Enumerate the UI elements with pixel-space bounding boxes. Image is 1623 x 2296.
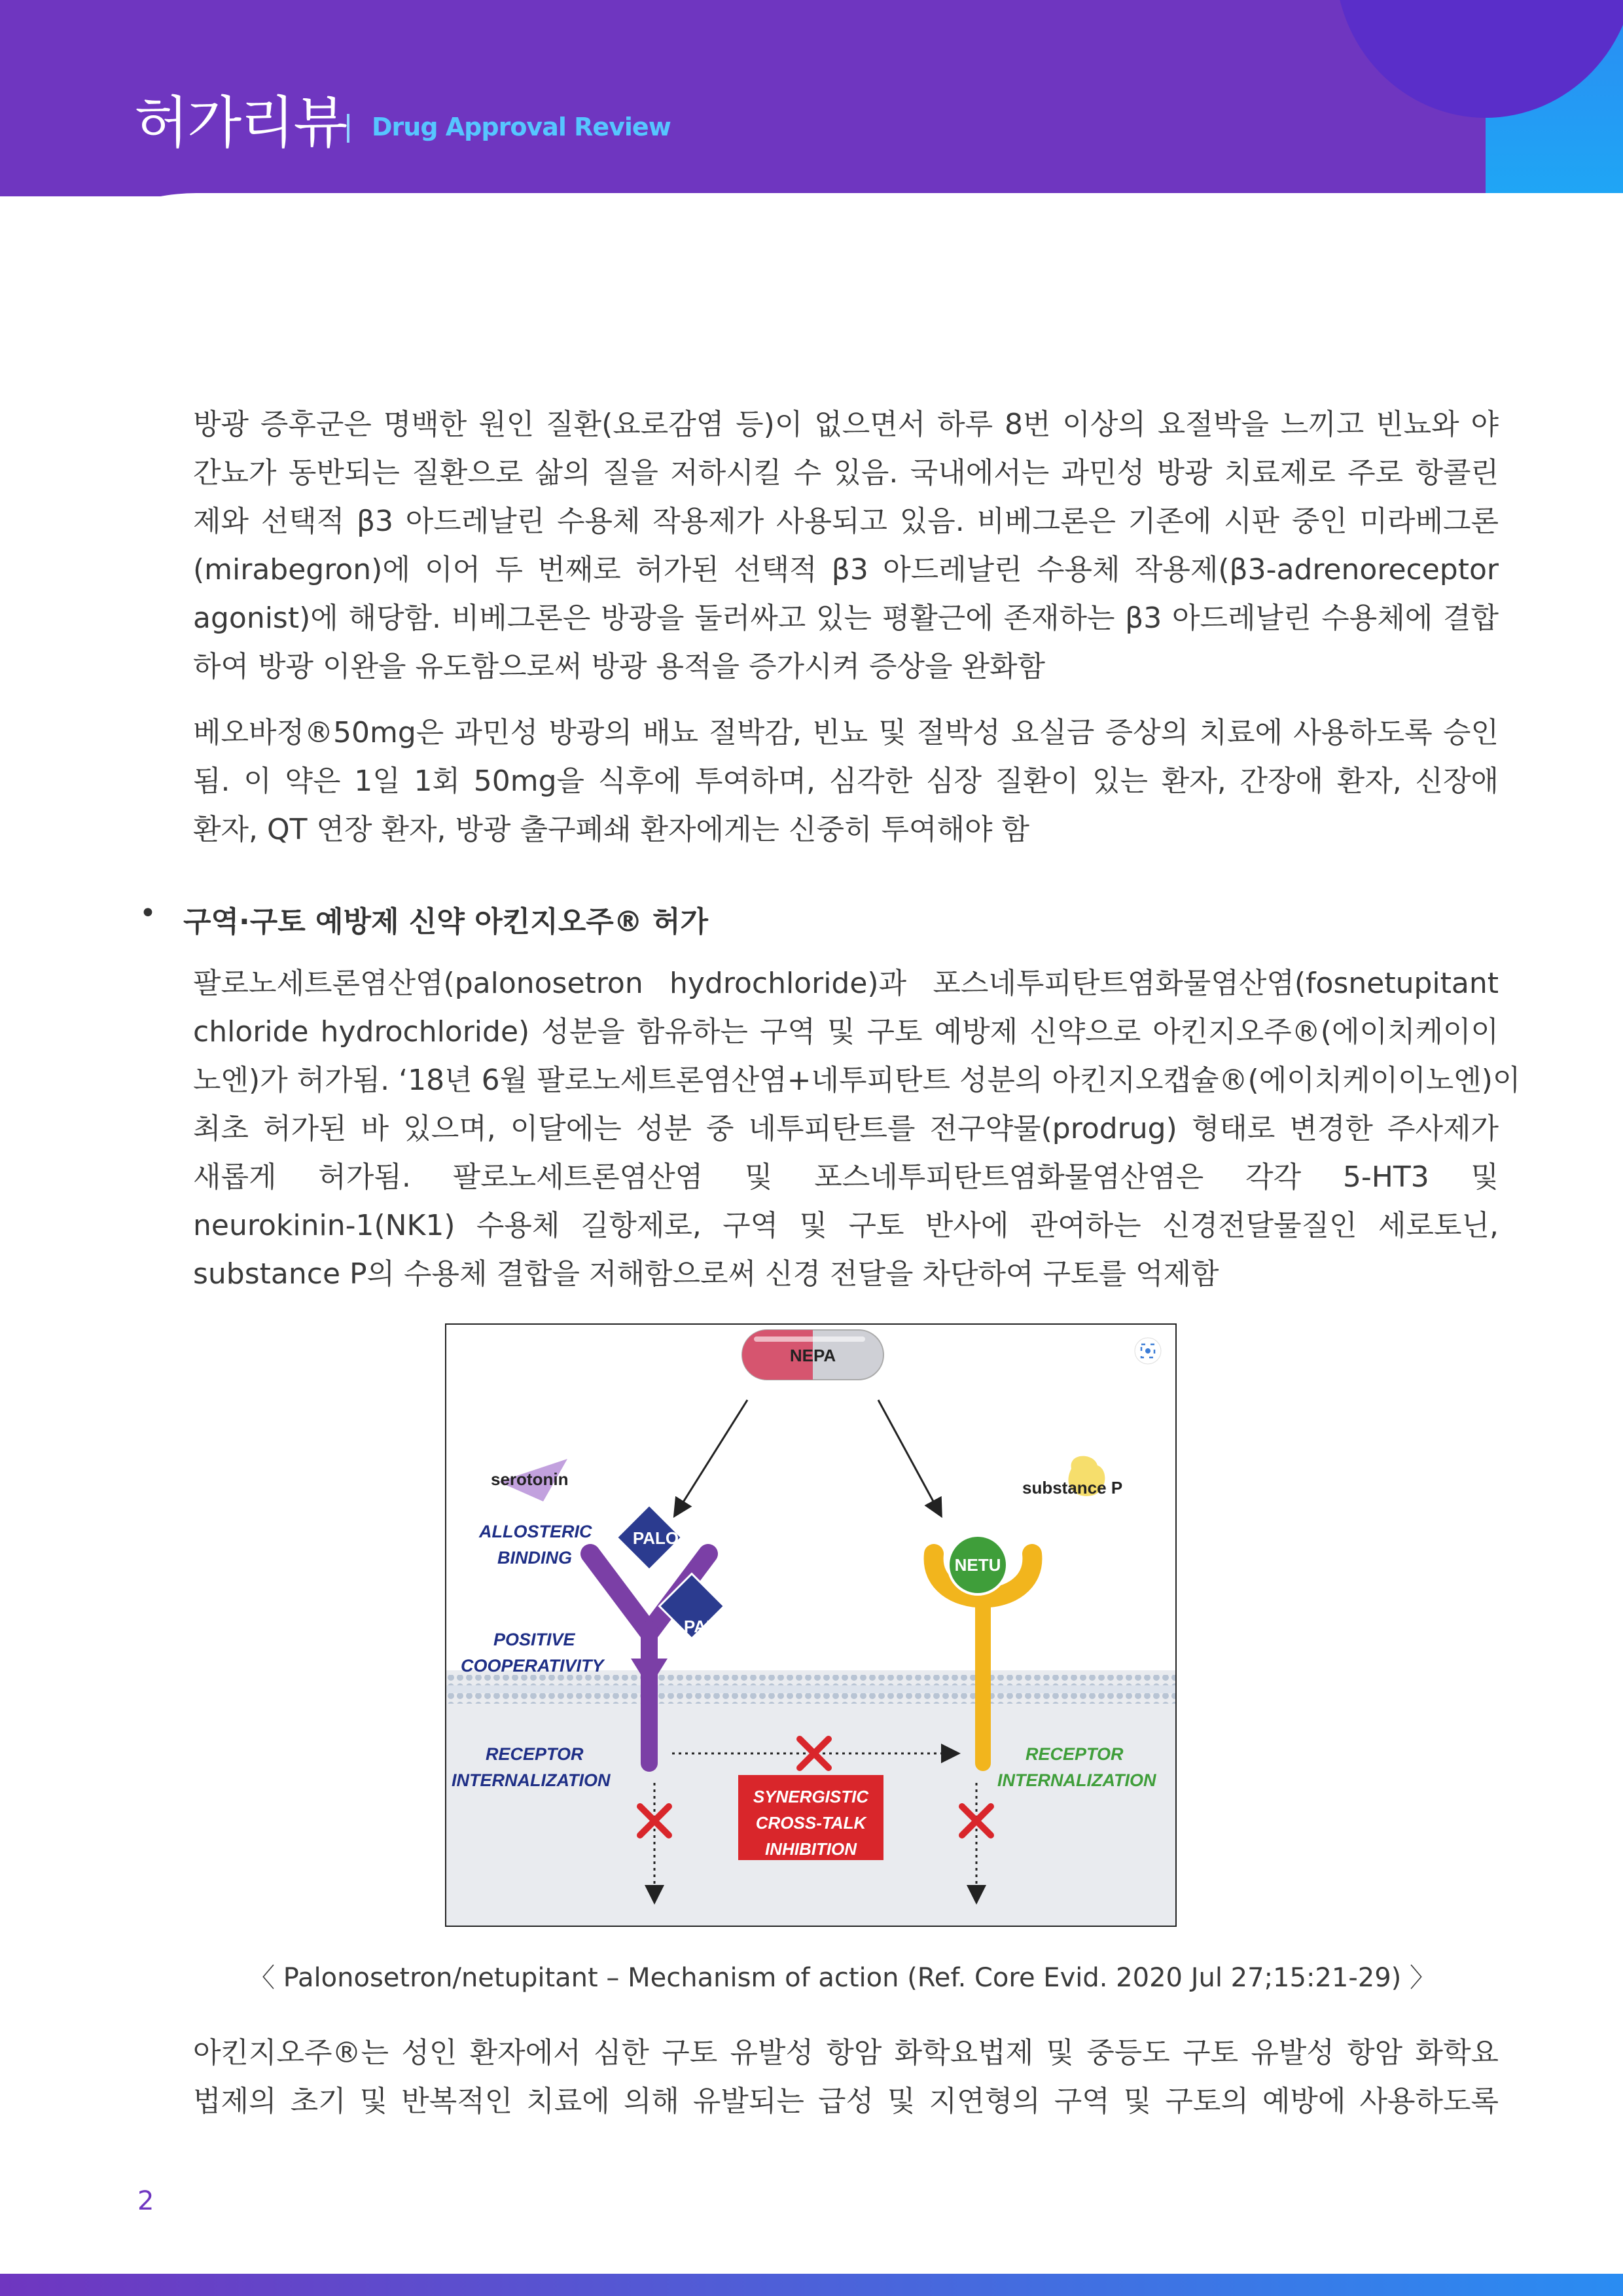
arrow-to-palo: [675, 1400, 747, 1515]
text-line: 하여 방광 이완을 유도함으로써 방광 용적을 증가시켜 증상을 완화함: [193, 650, 1045, 683]
bullet-marker: •: [139, 897, 156, 930]
cooperativity-label-2: COOPERATIVITY: [461, 1656, 604, 1676]
internalization-right-2: INTERNALIZATION: [997, 1770, 1156, 1790]
figure-caption: 〈 Palonosetron/netupitant – Mechanism of action (Ref. Core Evid. 2020 Jul 27;15:21-29) 〉: [249, 1963, 1436, 1993]
paragraph-akynzeo: [193, 960, 1521, 1299]
page-number: 2: [137, 2186, 154, 2216]
page-header: [0, 0, 1623, 196]
cooperativity-label-1: POSITIVE: [493, 1630, 575, 1649]
palo-label-2: PALO: [683, 1617, 730, 1636]
allosteric-label-2: BINDING: [497, 1548, 572, 1568]
substance-p-label: substance P: [1022, 1478, 1123, 1498]
capsule-label: NEPA: [789, 1346, 836, 1365]
header-separator: [347, 114, 349, 143]
paragraph-beova: [193, 709, 1499, 854]
text-line: 최초 허가된 바 있으며, 이달에는 성분 중 네투피탄트를 전구약물(prodrug) 형태로 변경한 주사제가: [193, 1112, 1499, 1145]
text-line: 법제의 초기 및 반복적인 치료에 의해 유발되는 급성 및 지연형의 구역 및 구토의 예방에 사용하도록: [193, 2085, 1499, 2118]
header-title: 허가리뷰: [134, 90, 347, 156]
synergistic-line-2: CROSS-TALK: [755, 1813, 866, 1833]
paragraph-akynzeo-indication: [193, 2029, 1499, 2126]
text-line: 베오바정®50mg은 과민성 방광의 배뇨 절박감, 빈뇨 및 절박성 요실금 증상의 치료에 사용하도록 승인: [193, 716, 1499, 749]
text-line: substance P의 수용체 결합을 저해함으로써 신경 전달을 차단하여 구토를 억제함: [193, 1257, 1219, 1291]
section-heading: 구역·구토 예방제 신약 아킨지오주® 허가: [183, 905, 709, 939]
paragraph-vibegron-intro: [193, 401, 1499, 691]
internalization-left-2: INTERNALIZATION: [452, 1770, 611, 1790]
text-line: 노엔)가 허가됨. ‘18년 6월 팔로노세트론염산염+네투피탄트 성분의 아킨지오캡슐®(에이치케이이노엔)이: [193, 1064, 1521, 1097]
text-line: 됨. 이 약은 1일 1회 50mg을 식후에 투여하며, 심각한 심장 질환이 있는 환자, 간장애 환자, 신장애: [193, 764, 1499, 798]
serotonin-label: serotonin: [491, 1469, 569, 1489]
expand-icon: [1135, 1338, 1161, 1364]
mechanism-figure: [445, 1323, 1177, 1927]
text-line: 간뇨가 동반되는 질환으로 삶의 질을 저하시킬 수 있음. 국내에서는 과민성 방광 치료제로 주로 항콜린: [193, 456, 1499, 490]
synergistic-line-3: INHIBITION: [764, 1839, 857, 1859]
mechanism-diagram: [446, 1325, 1175, 1926]
text-line: 아킨지오주®는 성인 환자에서 심한 구토 유발성 항암 화학요법제 및 중등도 구토 유발성 항암 화학요: [193, 2036, 1499, 2070]
text-line: (mirabegron)에 이어 두 번째로 허가된 선택적 β3 아드레날린 수용체 작용제(β3-adrenoreceptor: [193, 553, 1499, 586]
header-subtitle: Drug Approval Review: [372, 113, 671, 141]
text-line: agonist)에 해당함. 비베그론은 방광을 둘러싸고 있는 평활근에 존재하는 β3 아드레날린 수용체에 결합: [193, 601, 1499, 635]
palo-label-1: PALO: [632, 1528, 679, 1548]
arrow-to-netu: [878, 1400, 940, 1515]
cell-membrane: [446, 1675, 1175, 1704]
synergistic-line-1: SYNERGISTIC: [753, 1787, 869, 1806]
internalization-right-1: RECEPTOR: [1026, 1744, 1124, 1764]
text-line: chloride hydrochloride) 성분을 함유하는 구역 및 구토 예방제 신약으로 아킨지오주®(에이치케이이: [193, 1015, 1499, 1049]
netu-label: NETU: [954, 1555, 1001, 1575]
text-line: 방광 증후군은 명백한 원인 질환(요로감염 등)이 없으면서 하루 8번 이상의 요절박을 느끼고 빈뇨와 야: [193, 408, 1499, 441]
text-line: 팔로노세트론염산염(palonosetron hydrochloride)과 포스네투피탄트염화물염산염(fosnetupitant: [193, 967, 1499, 1000]
footer-bar: [0, 2274, 1623, 2296]
text-line: 제와 선택적 β3 아드레날린 수용체 작용제가 사용되고 있음. 비베그론은 기존에 시판 중인 미라베그론: [193, 505, 1499, 538]
allosteric-label-1: ALLOSTERIC: [479, 1522, 592, 1541]
internalization-left-1: RECEPTOR: [486, 1744, 584, 1764]
text-line: neurokinin-1(NK1) 수용체 길항제로, 구역 및 구토 반사에 관여하는 신경전달물질인 세로토닌,: [193, 1209, 1499, 1242]
text-line: 새롭게 허가됨. 팔로노세트론염산염 및 포스네투피탄트염화물염산염은 각각 5-HT3 및: [193, 1160, 1499, 1194]
text-line: 환자, QT 연장 환자, 방광 출구폐쇄 환자에게는 신중히 투여해야 함: [193, 813, 1029, 846]
